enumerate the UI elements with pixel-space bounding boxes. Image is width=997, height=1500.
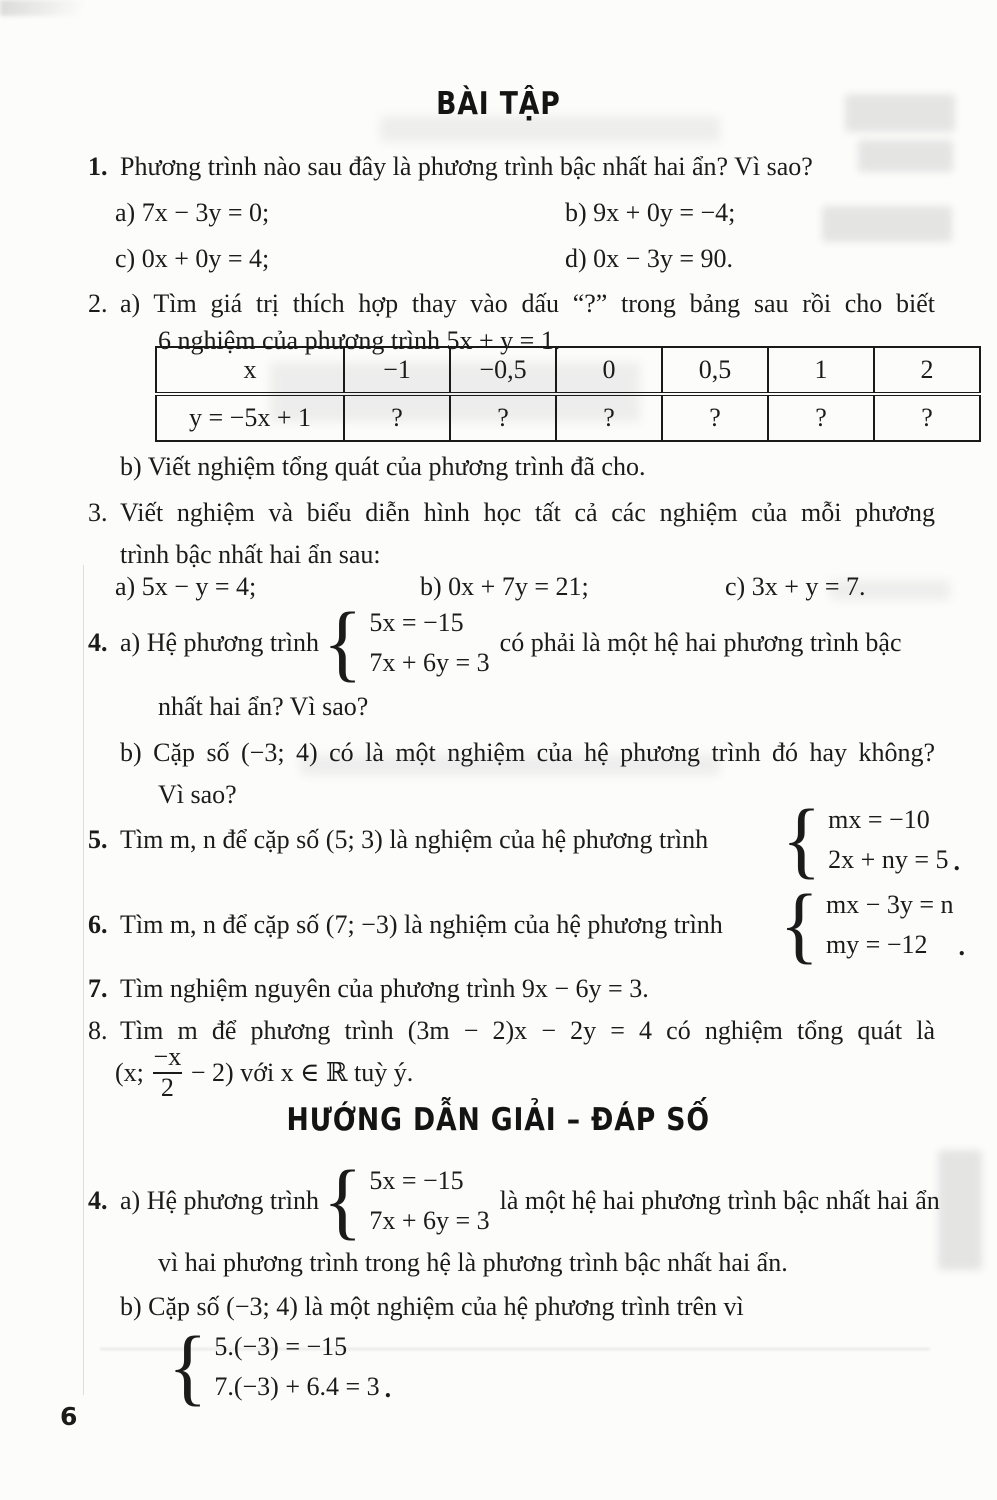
equation: 5x = −15 [369,1165,464,1195]
exercise-4-suffix: có phải là một hệ hai phương trình bậc [499,628,902,657]
exercise-4-part-b-line2: Vì sao? [158,780,237,809]
system-brace: { [322,595,363,690]
exercise-7 [88,972,649,1006]
exercise-1 [88,150,813,184]
exercise-4-line2: nhất hai ẩn? Vì sao? [158,692,369,721]
equation: mx − 3y = n [825,889,954,919]
exercise-8-pre-fraction: (x; [115,1058,144,1087]
equation-system [168,1319,392,1414]
exercise-5-text: Tìm m, n để cặp số (5; 3) là nghiệm của hệ phương trình [120,825,709,854]
exercise-1-option-b: b) 9x + 0y = −4; [565,198,736,227]
exercise-1-text: Phương trình nào sau đây là phương trình bậc nhất hai ẩn? Vì sao? [120,152,813,181]
system-brace: { [781,792,822,887]
exercises-heading: BÀI TẬP [436,86,561,122]
scan-artifact [858,140,953,172]
scan-artifact [822,206,952,242]
exercise-7-number: 7. [88,974,108,1003]
period: . [384,1373,392,1403]
table-cell: ? [556,394,662,441]
page-number: 6 [60,1402,78,1431]
equation: 2x + ny = 5 [828,844,949,874]
exercise-1-number: 1. [88,152,108,181]
exercise-3-option-a: a) 5x − y = 4; [115,572,257,601]
exercise-6-row [88,877,965,972]
table-row [156,347,980,394]
equation-system [322,1153,490,1248]
scan-artifact [0,0,120,16]
equation-system [322,595,490,690]
exercise-3-option-c: c) 3x + y = 7. [725,572,866,601]
exercise-3-line2: trình bậc nhất hai ẩn sau: [120,540,381,569]
exercise-8-line2 [115,1042,413,1104]
exercises-section [0,86,997,122]
fraction-numerator: −x [153,1042,182,1072]
exercise-3-number: 3. [88,498,108,527]
table-cell: −0,5 [450,347,556,394]
exercise-7-text: Tìm nghiệm nguyên của phương trình 9x − 6y = 3. [120,974,649,1003]
equation: 7x + 6y = 3 [369,647,490,677]
exercise-4-number: 4. [88,628,108,657]
table-cell: −1 [344,347,450,394]
solutions-section [0,1102,997,1138]
exercise-8-number: 8. [88,1016,108,1045]
solutions-table [155,346,981,442]
exercise-6-text: Tìm m, n để cặp số (7; −3) là nghiệm của hệ phương trình [120,910,723,939]
scan-artifact [83,565,84,1395]
fraction [153,1043,182,1102]
equation: 5x = −15 [369,607,464,637]
exercise-8-post-fraction: − 2) với x ∈ ℝ tuỳ ý. [190,1058,414,1087]
table-cell: y = −5x + 1 [156,394,344,441]
table-cell: ? [874,394,980,441]
solution-4-line2: vì hai phương trình trong hệ là phương trình bậc nhất hai ẩn. [158,1248,788,1277]
exercise-2-part-b: b) Viết nghiệm tổng quát của phương trình đã cho. [120,452,646,481]
solutions-heading: HƯỚNG DẪN GIẢI – ĐÁP SỐ [286,1102,711,1138]
exercise-4-prefix: a) Hệ phương trình [120,628,319,657]
system-brace: { [168,1319,208,1414]
exercise-1-option-a: a) 7x − 3y = 0; [115,198,270,227]
table-cell: ? [450,394,556,441]
solution-4-suffix: là một hệ hai phương trình bậc nhất hai ẩn [499,1186,940,1215]
exercise-6-number: 6. [88,910,108,939]
exercise-3-line1: Viết nghiệm và biểu diễn hình học tất cả các nghiệm của mỗi phương [120,498,935,527]
table-cell: 1 [768,347,874,394]
solution-4-prefix: a) Hệ phương trình [120,1186,319,1215]
exercise-4-part-b: b) Cặp số (−3; 4) có là một nghiệm của hệ phương trình đó hay không? [120,738,935,767]
exercise-5-number: 5. [88,825,108,854]
system-brace: { [779,877,819,972]
exercise-8-line1: Tìm m để phương trình (3m − 2)x − 2y = 4 có nghiệm tổng quát là [120,1016,935,1045]
equation: 7x + 6y = 3 [369,1205,490,1235]
table-cell: 0,5 [662,347,768,394]
equation: 5.(−3) = −15 [214,1331,348,1361]
exercise-2-line1: a) Tìm giá trị thích hợp thay vào dấu “?” trong bảng sau rồi cho biết [120,289,935,318]
equation: my = −12 [825,929,928,959]
equation-system [779,877,965,972]
exercise-3-option-b: b) 0x + 7y = 21; [420,572,589,601]
equation: 7.(−3) + 6.4 = 3 [214,1371,380,1401]
fraction-denominator: 2 [153,1072,182,1103]
table-cell: 0 [556,347,662,394]
table-cell: x [156,347,344,394]
period: . [958,931,965,961]
table-cell: ? [344,394,450,441]
solution-4-part-b: b) Cặp số (−3; 4) là một nghiệm của hệ phương trình trên vì [120,1292,744,1321]
equation: mx = −10 [828,804,930,834]
solution-4-verification [168,1319,392,1414]
table-cell: ? [768,394,874,441]
table-row [156,394,980,441]
scan-artifact [938,1150,982,1270]
system-brace: { [322,1153,363,1248]
equation-system [781,792,960,887]
exercise-1-option-c: c) 0x + 0y = 4; [115,244,270,273]
exercise-1-option-d: d) 0x − 3y = 90. [565,244,733,273]
exercise-2-line2: 6 nghiệm của phương trình 5x + y = 1. [158,326,561,355]
table-cell: 2 [874,347,980,394]
solution-4-number: 4. [88,1186,108,1215]
exercise-4-row [88,595,902,690]
solution-4-row [88,1153,940,1248]
table-cell: ? [662,394,768,441]
exercise-2-number: 2. [88,289,108,318]
period: . [953,846,960,876]
